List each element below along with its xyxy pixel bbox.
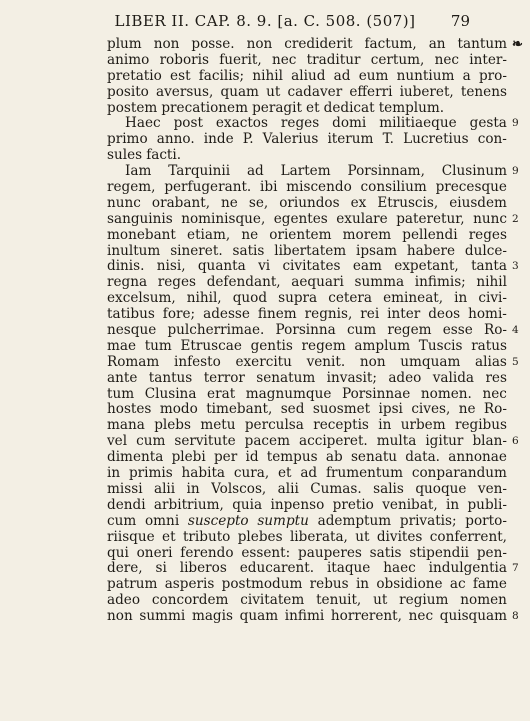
text-line: tum Clusina erat magnumque Porsinnae nomen. nec bbox=[107, 385, 507, 402]
running-head: LIBER II. CAP. 8. 9. [a. C. 508. (507)] bbox=[114, 12, 416, 30]
text-line: riisque et tributo plebes liberata, ut divites conferrent, bbox=[107, 528, 507, 545]
text-line: regem, perfugerant. ibi miscendo consilium precesque bbox=[107, 179, 507, 196]
margin-section-number: 5 bbox=[512, 355, 519, 368]
text-line: dere, si liberos educarent. itaque haec indulgentia 7 bbox=[107, 560, 519, 577]
margin-section-number: ❧ bbox=[512, 37, 523, 52]
text-line: cum omni suscepto sumptu ademptum privatis; porto- bbox=[107, 512, 507, 529]
margin-section-number: 8 bbox=[512, 610, 519, 623]
text-line: Haec post exactos reges domi militiaeque gesta 9 bbox=[125, 115, 519, 132]
text-line: excelsum, nihil, quod supra cetera emineat, in civi- bbox=[107, 290, 507, 307]
text-line: dinis. nisi, quanta vi civitates eam expetant, tanta 3 bbox=[107, 258, 519, 275]
text-line: Iam Tarquinii ad Lartem Porsinnam, Clusinum 9 bbox=[125, 163, 519, 180]
text-line: ante tantus terror senatum invasit; adeo valida res bbox=[107, 369, 507, 386]
text-line: monebant etiam, ne orientem morem pellendi reges bbox=[107, 226, 507, 243]
text-line: mana plebs metu perculsa receptis in urbem regibus bbox=[107, 417, 507, 434]
text-line: regna reges defendant, aequari summa infimis; nihil bbox=[107, 274, 507, 291]
text-line: animo roboris fuerit, nec traditur certum, nec inter- bbox=[107, 51, 507, 68]
text-line: Romam infesto exercitu venit. non umquam alias 5 bbox=[107, 353, 519, 370]
margin-section-number: 2 bbox=[512, 212, 519, 225]
text-line: tatibus fore; adesse finem regnis, rei inter deos homi- bbox=[107, 306, 507, 323]
text-line: plum non posse. non crediderit factum, an tantum ❧ bbox=[107, 36, 523, 52]
margin-section-number: 4 bbox=[512, 324, 519, 337]
body-text bbox=[107, 36, 523, 625]
text-line: missi alii in Volscos, alii Cumas. salis quoque ven- bbox=[107, 480, 507, 497]
text-line: nunc orabant, ne se, oriundos ex Etruscis, eiusdem bbox=[107, 194, 507, 211]
text-line: sules facti. bbox=[107, 147, 182, 164]
text-line: adeo concordem civitatem tenuit, ut regium nomen bbox=[107, 592, 507, 609]
text-line: primo anno. inde P. Valerius iterum T. Lucretius con- bbox=[107, 131, 507, 148]
margin-section-number: 3 bbox=[512, 260, 519, 273]
text-line: mae tum Etruscae gentis regem amplum Tuscis ratus bbox=[107, 337, 507, 354]
page-number: 79 bbox=[450, 12, 470, 30]
margin-section-number: 9 bbox=[512, 117, 519, 130]
text-line: sanguinis nominisque, egentes exulare pateretur, nunc 2 bbox=[107, 210, 519, 227]
text-line: inultum sineret. satis libertatem ipsam habere dulce- bbox=[107, 242, 507, 259]
text-line: in primis habita cura, et ad frumentum conparandum bbox=[107, 465, 507, 482]
text-line: pretatio est facilis; nihil aliud ad eum nuntium a pro- bbox=[107, 67, 507, 84]
margin-section-number: 6 bbox=[512, 435, 519, 448]
text-line: postem precationem peragit et dedicat templum. bbox=[107, 99, 445, 116]
margin-section-number: 7 bbox=[512, 562, 519, 575]
text-line: qui oneri ferendo essent: pauperes satis stipendii pen- bbox=[107, 544, 507, 561]
text-line: non summi magis quam infimi horrerent, nec quisquam 8 bbox=[107, 608, 519, 625]
text-line: patrum asperis postmodum rebus in obsidione ac fame bbox=[107, 576, 507, 593]
text-line: hostes modo timebant, sed suosmet ipsi cives, ne Ro- bbox=[107, 401, 507, 418]
text-line: posito aversus, quam ut cadaver efferri iuberet, tenens bbox=[107, 83, 507, 100]
text-line: dimenta plebi per id tempus ab senatu data. annonae bbox=[107, 449, 507, 466]
text-line: dendi arbitrium, quia inpenso pretio venibat, in publi- bbox=[107, 496, 507, 513]
margin-section-number: 9 bbox=[512, 165, 519, 178]
page-header bbox=[0, 4, 530, 34]
text-line: nesque pulcherrimae. Porsinna cum regem esse Ro- 4 bbox=[107, 322, 519, 339]
text-line: vel cum servitute pacem acciperet. multa igitur blan- 6 bbox=[107, 433, 519, 450]
